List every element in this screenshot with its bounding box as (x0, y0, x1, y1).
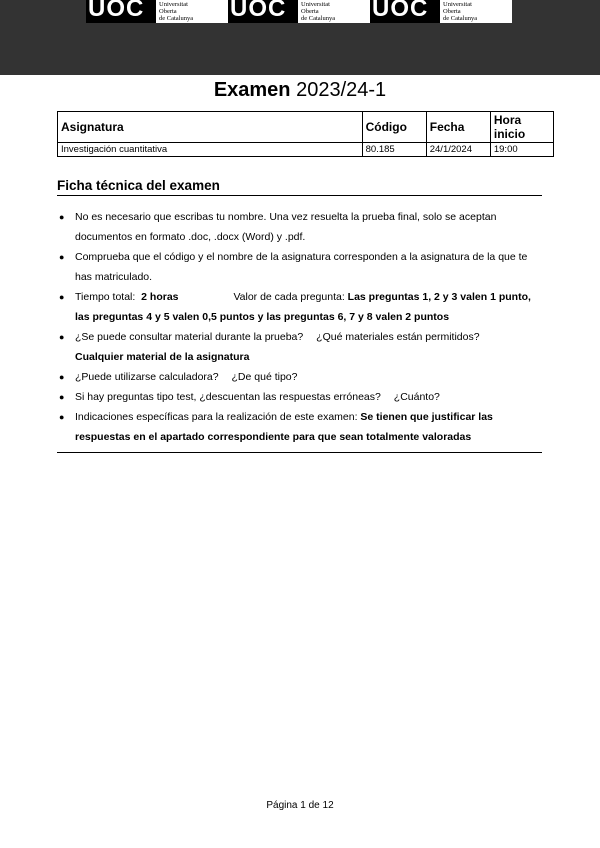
logo-mark: UOC (86, 0, 156, 23)
uoc-logo (228, 0, 370, 23)
cell-hora: 19:00 (490, 143, 553, 157)
section-title: Ficha técnica del examen (57, 178, 542, 196)
list-item: ● Si hay preguntas tipo test, ¿descuentan las respuestas erróneas? ¿Cuánto? (57, 387, 542, 407)
cell-fecha: 24/1/2024 (426, 143, 490, 157)
header-hora: Hora inicio (490, 112, 553, 143)
bullet-icon: ● (59, 292, 65, 302)
list-item: ● Comprueba que el código y el nombre de la asignatura corresponden a la asignatura de la que te has matriculado. (57, 247, 542, 287)
bullet-icon: ● (59, 332, 65, 342)
divider (57, 452, 542, 453)
header-codigo: Código (362, 112, 426, 143)
table-row (58, 143, 554, 157)
logo-text: Universitat Oberta de Catalunya (298, 0, 370, 23)
list-item: ● No es necesario que escribas tu nombre. Una vez resuelta la prueba final, solo se aceptan documentos en formato .doc, .docx (Word) y .pdf. (57, 207, 542, 247)
bullet-icon: ● (59, 372, 65, 382)
uoc-logo (86, 0, 228, 23)
bullet-icon: ● (59, 392, 65, 402)
logo-text: Universitat Oberta de Catalunya (440, 0, 512, 23)
uoc-logo (370, 0, 512, 23)
cell-codigo: 80.185 (362, 143, 426, 157)
exam-title (0, 78, 600, 102)
logo-mark: UOC (370, 0, 440, 23)
title-rest: 2023/24-1 (290, 79, 387, 101)
list-item: ● Indicaciones específicas para la realización de este examen: Se tienen que justificar las respuestas en el apartado correspondiente para que sean totalmente valoradas (57, 407, 542, 447)
title-bold: Examen (213, 79, 291, 101)
logo-mark: UOC (228, 0, 298, 23)
exam-info-table (57, 111, 554, 157)
header-asignatura: Asignatura (58, 112, 363, 143)
header-band (0, 0, 600, 75)
list-item: ● ¿Se puede consultar material durante la prueba? ¿Qué materiales están permitidos? Cualquier material de la asignatura (57, 327, 542, 367)
bullet-icon: ● (59, 252, 65, 262)
cell-asignatura: Investigación cuantitativa (58, 143, 363, 157)
instructions-list (57, 207, 542, 447)
page-number: Página 1 de 12 (266, 800, 334, 811)
list-item: ● ¿Puede utilizarse calculadora? ¿De qué tipo? (57, 367, 542, 387)
bullet-icon: ● (59, 212, 65, 222)
bullet-icon: ● (59, 412, 65, 422)
header-fecha: Fecha (426, 112, 490, 143)
table-header-row (58, 112, 554, 143)
list-item: ● Tiempo total: 2 horas Valor de cada pregunta: Las preguntas 1, 2 y 3 valen 1 punto, las preguntas 4 y 5 valen 0,5 puntos y las preguntas 6, 7 y 8 valen 2 puntos (57, 287, 542, 327)
logo-text: Universitat Oberta de Catalunya (156, 0, 228, 23)
